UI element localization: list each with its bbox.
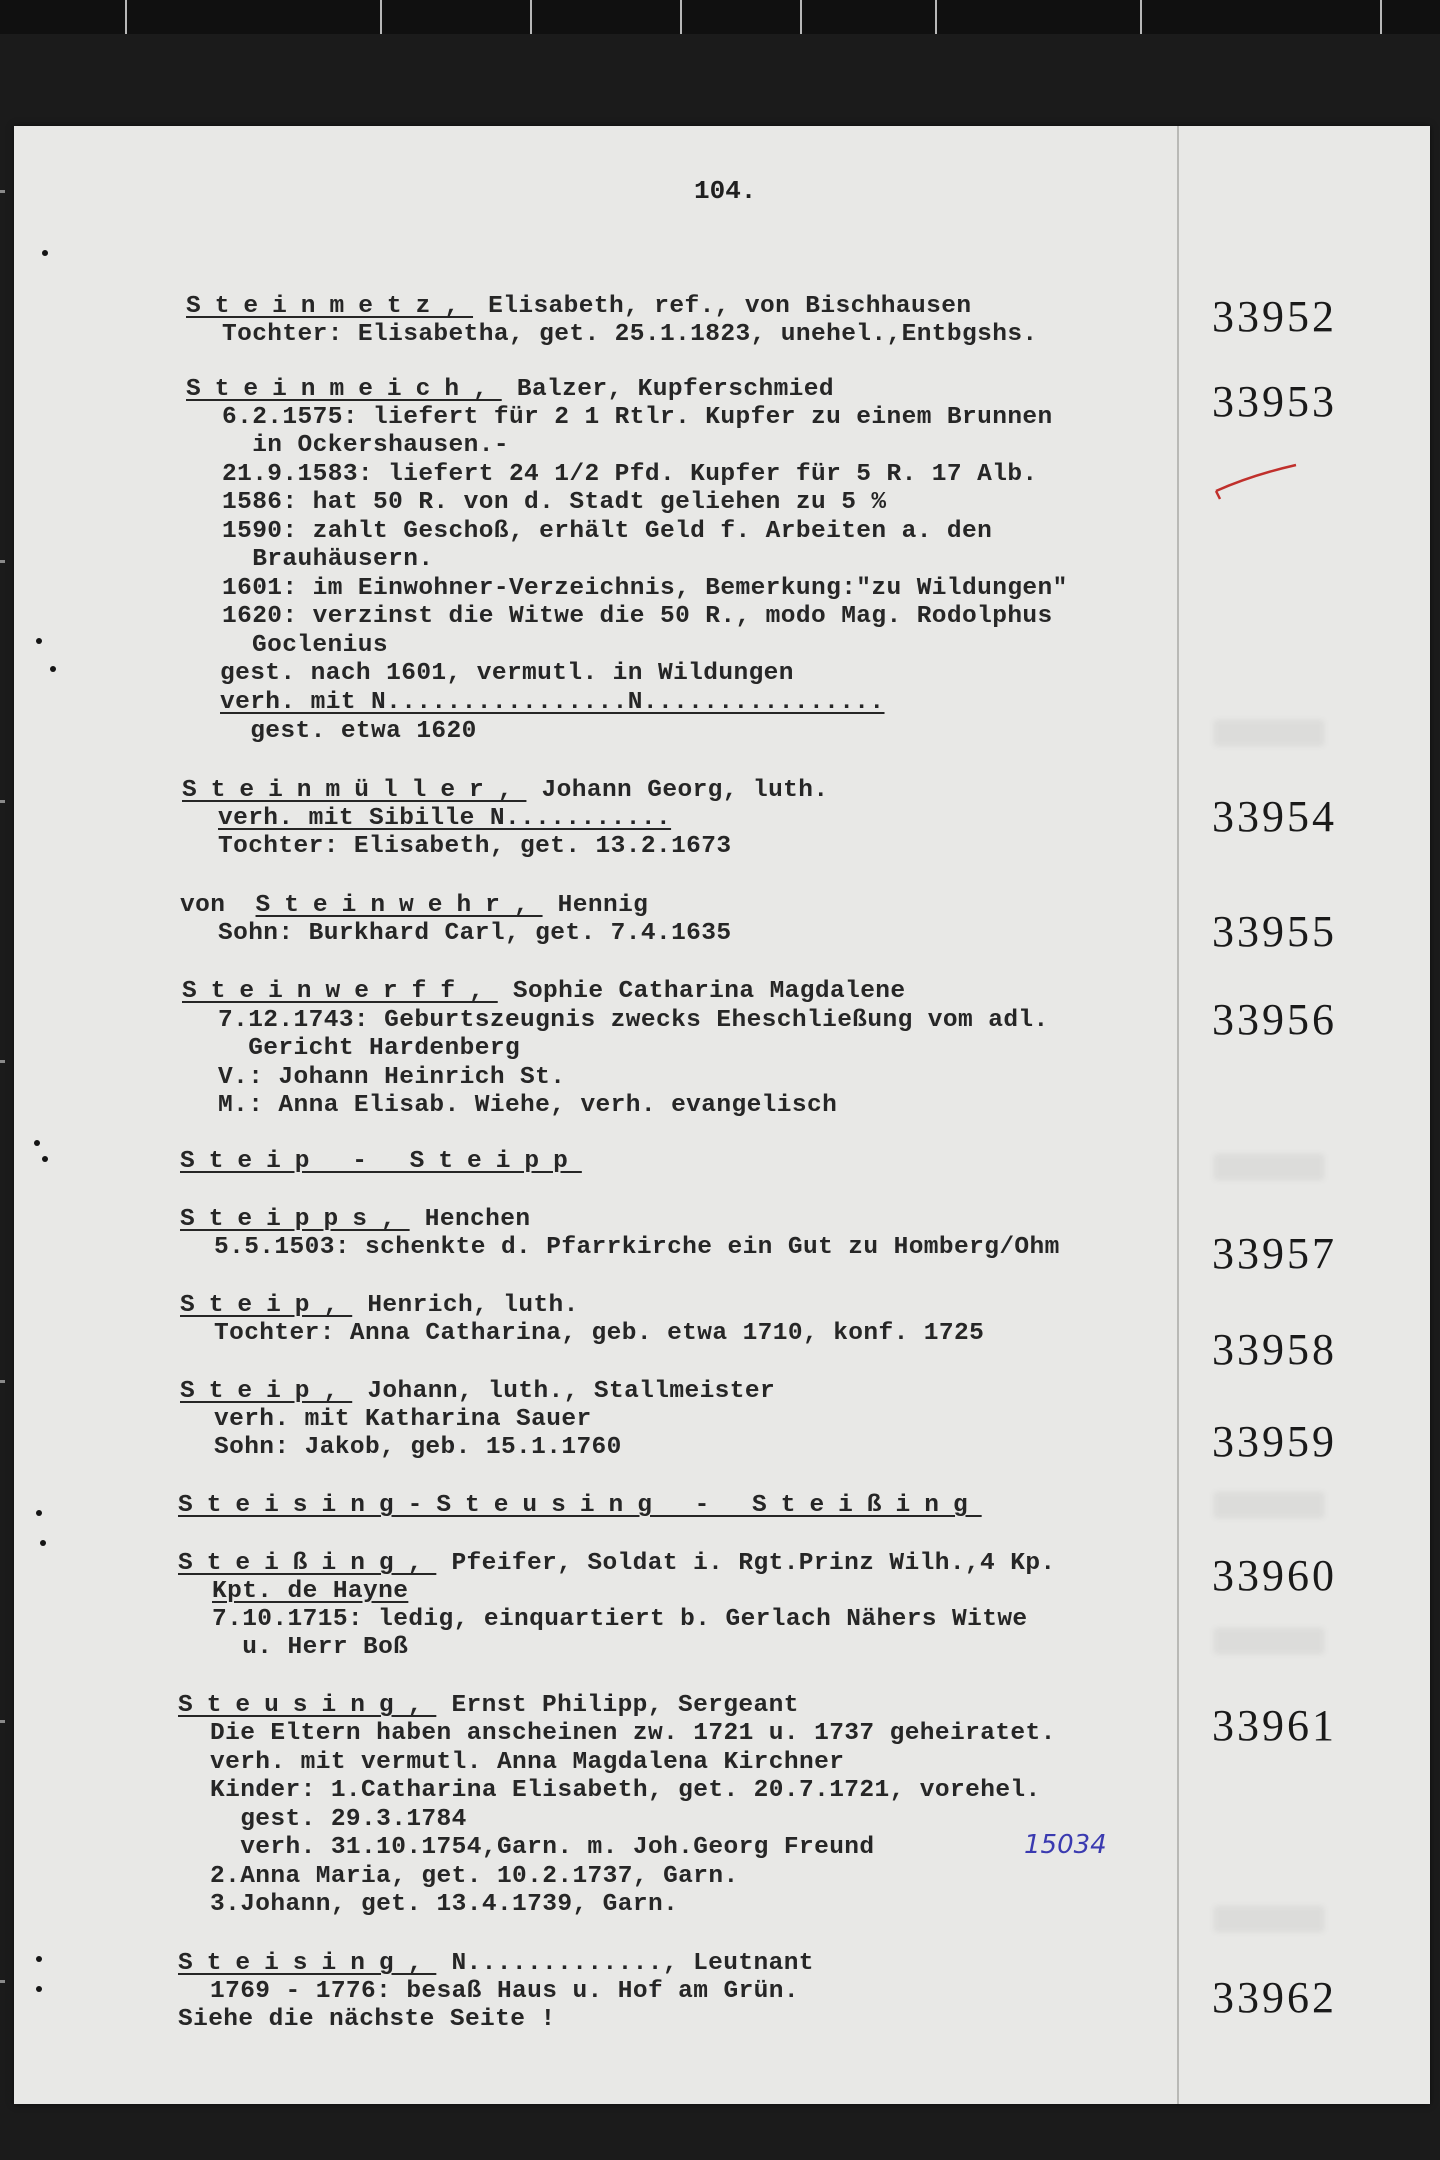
entry-line: Brauhäusern. [222, 546, 434, 573]
entry-head: Steip, Henrich, luth. [180, 1292, 579, 1319]
entry-head: Steipps, Henchen [180, 1206, 531, 1233]
margin-dot [42, 1156, 48, 1162]
entry-line: 21.9.1583: liefert 24 1/2 Pfd. Kupfer für 5 R. 17 Alb. [222, 461, 1038, 488]
entry-line: M.: Anna Elisab. Wiehe, verh. evangelisch [218, 1092, 838, 1119]
entry-head: Steinmüller, Johann Georg, luth. [182, 777, 829, 804]
margin-rule [1177, 126, 1179, 2104]
entry-line: 1590: zahlt Geschoß, erhält Geld f. Arbeiten a. den [222, 518, 993, 545]
entry-line: 7.10.1715: ledig, einquartiert b. Gerlach Nähers Witwe [212, 1606, 1028, 1633]
entry-line: 7.12.1743: Geburtszeugnis zwecks Eheschließung vom adl. [218, 1007, 1049, 1034]
entry-line: 1601: im Einwohner-Verzeichnis, Bemerkung:"zu Wildungen" [222, 575, 1068, 602]
entry-line: verh. mit vermutl. Anna Magdalena Kirchner [210, 1749, 845, 1776]
record-number: 33962 [1212, 1973, 1337, 2022]
entry-line: 5.5.1503: schenkte d. Pfarrkirche ein Gut zu Homberg/Ohm [214, 1234, 1060, 1261]
red-check-mark [1212, 461, 1302, 501]
entry-head: Steip, Johann, luth., Stallmeister [180, 1378, 776, 1405]
entry-line: Die Eltern haben anscheinen zw. 1721 u. 1737 geheiratet. [210, 1720, 1056, 1747]
entry-head: von Steinwehr, Hennig [180, 892, 649, 919]
entry-line: V.: Johann Heinrich St. [218, 1064, 566, 1091]
margin-dot [36, 1510, 42, 1516]
margin-dot [50, 666, 56, 672]
margin-dot [36, 638, 42, 644]
record-number: 33957 [1212, 1229, 1337, 1278]
record-number: 33960 [1212, 1551, 1337, 1600]
record-number: 33961 [1212, 1701, 1337, 1750]
entry-line: gest. nach 1601, vermutl. in Wildungen [220, 660, 794, 687]
entry-line: 6.2.1575: liefert für 2 1 Rtlr. Kupfer zu einem Brunnen [222, 404, 1053, 431]
record-number: 33954 [1212, 792, 1337, 841]
margin-dot [34, 1140, 40, 1146]
record-number: 33958 [1212, 1325, 1337, 1374]
entry-line: Goclenius [252, 632, 388, 659]
record-number: 33953 [1212, 377, 1337, 426]
margin-dot [36, 1956, 42, 1962]
margin-dot [36, 1986, 42, 1992]
page-number: 104. [694, 176, 757, 206]
margin-dot [40, 1540, 46, 1546]
entry-line: verh. mit Katharina Sauer [214, 1406, 592, 1433]
entry-line: gest. 29.3.1784 [210, 1806, 467, 1833]
record-number: 33956 [1212, 995, 1337, 1044]
entry-line: 1769 - 1776: besaß Haus u. Hof am Grün. [210, 1978, 799, 2005]
entry-head: Steinwerff, Sophie Catharina Magdalene [182, 978, 906, 1005]
handwritten-note: 15034 [1024, 1830, 1107, 1860]
entry-line: Gericht Hardenberg [218, 1035, 521, 1062]
entry-line: Tochter: Elisabeth, get. 13.2.1673 [218, 833, 732, 860]
record-number: 33952 [1212, 292, 1337, 341]
entry-line: Tochter: Elisabetha, get. 25.1.1823, unehel.,Entbgshs. [222, 321, 1038, 348]
entry-head: Steinmeich, Balzer, Kupferschmied [186, 376, 834, 403]
entry-line: 3.Johann, get. 13.4.1739, Garn. [210, 1891, 679, 1918]
entry-line: gest. etwa 1620 [220, 718, 477, 745]
entry-head: Steinmetz, Elisabeth, ref., von Bischhausen [186, 293, 972, 320]
section-heading: Steip - Steipp [180, 1148, 582, 1175]
scanner-top-bar [0, 0, 1440, 34]
entry-line: Sohn: Burkhard Carl, get. 7.4.1635 [218, 920, 732, 947]
entry-line: u. Herr Boß [212, 1634, 409, 1661]
entry-line: Tochter: Anna Catharina, geb. etwa 1710, konf. 1725 [214, 1320, 985, 1347]
margin-dot [42, 250, 48, 256]
entry-head: Steusing, Ernst Philipp, Sergeant [178, 1692, 799, 1719]
entry-line: Siehe die nächste Seite ! [178, 2006, 556, 2033]
entry-head: Steising, N............., Leutnant [178, 1950, 814, 1977]
entry-line: 2.Anna Maria, get. 10.2.1737, Garn. [210, 1863, 739, 1890]
entry-line: Sohn: Jakob, geb. 15.1.1760 [214, 1434, 622, 1461]
entry-line: verh. mit N................N................ [220, 689, 885, 716]
record-number: 33959 [1212, 1417, 1337, 1466]
entry-head: Steißing, Pfeifer, Soldat i. Rgt.Prinz Wilh.,4 Kp. [178, 1550, 1056, 1577]
entry-line: Kpt. de Hayne [212, 1578, 409, 1605]
entry-line: verh. 31.10.1754,Garn. m. Joh.Georg Freund [210, 1834, 875, 1861]
entry-line: verh. mit Sibille N........... [218, 805, 672, 832]
typed-page [14, 126, 1430, 2104]
entry-line: 1586: hat 50 R. von d. Stadt geliehen zu 5 % [222, 489, 887, 516]
record-number: 33955 [1212, 907, 1337, 956]
entry-line: 1620: verzinst die Witwe die 50 R., modo Mag. Rodolphus [222, 603, 1053, 630]
entry-line: Kinder: 1.Catharina Elisabeth, get. 20.7.1721, vorehel. [210, 1777, 1041, 1804]
entry-line: in Ockershausen.- [222, 432, 509, 459]
section-heading: Steising-Steusing - Steißing [178, 1492, 982, 1519]
